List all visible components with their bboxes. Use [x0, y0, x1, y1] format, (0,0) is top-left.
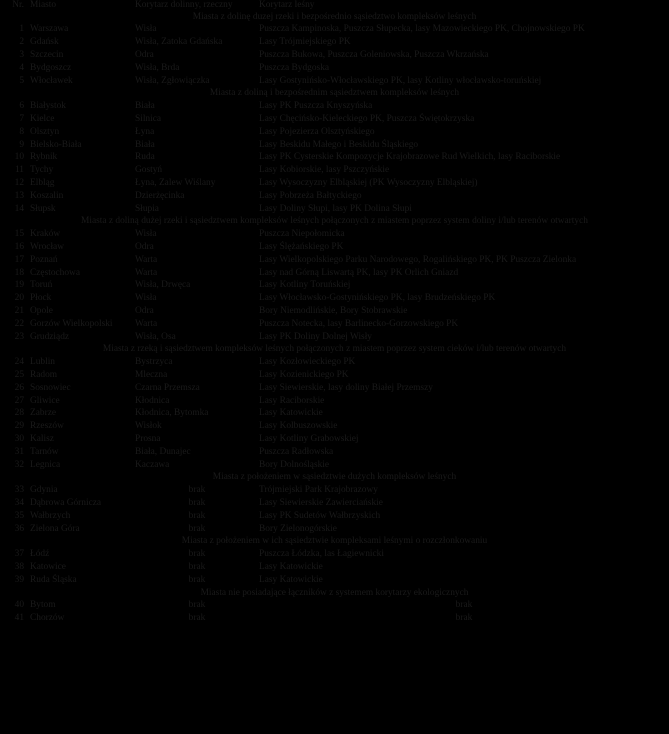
row-number: 29	[14, 421, 24, 432]
row-number: 22	[14, 318, 24, 329]
river-corridor: Bystrzyca	[135, 357, 173, 368]
table-row	[0, 484, 669, 497]
row-number: 16	[14, 242, 24, 253]
forest-corridor: Lasy Kozienickiego PK	[259, 370, 349, 380]
forest-corridor: Lasy Kolbuszowskie	[259, 421, 338, 432]
section-title: Miasta z doliną dużej rzeki i sąsiedztwem kompleksów leśnych połączonych z miastem poprzez system doliny i/lub terenów otwartych	[81, 216, 588, 227]
table-row	[0, 113, 669, 126]
row-number: 4	[19, 62, 24, 73]
river-corridor: Warta	[135, 318, 158, 329]
table-row	[0, 241, 669, 254]
river-corridor: Wisła, Drwęca	[135, 280, 191, 291]
city-name: Kraków	[30, 229, 61, 240]
table-row	[0, 177, 669, 190]
forest-corridor: Bory Zielonogórskie	[259, 523, 337, 534]
city-name: Szczecin	[30, 50, 64, 61]
row-number: 6	[19, 101, 24, 112]
row-number: 38	[14, 561, 24, 572]
table-row	[0, 574, 669, 587]
city-name: Olsztyn	[30, 126, 60, 137]
row-number: 23	[14, 331, 24, 342]
table-body	[0, 11, 669, 625]
table-row	[0, 267, 669, 280]
forest-corridor: Bory Dolnośląskie	[259, 459, 330, 470]
forest-corridor: Puszcza Łódzka, las Łagiewnicki	[259, 549, 384, 560]
city-name: Poznań	[30, 254, 58, 265]
row-number: 1	[19, 24, 24, 35]
city-name: Częstochowa	[30, 267, 80, 278]
forest-corridor: Lasy Włocławsko-Gostynińskiego PK, lasy Brudzeńskiego PK	[259, 293, 496, 304]
forest-corridor: Puszcza Bydgoska	[259, 62, 330, 73]
section-header-row	[0, 216, 669, 229]
river-corridor: Gostyń	[135, 165, 163, 176]
forest-corridor: Lasy Gostynińsko-Włocławskiego PK, lasy Kotliny włocławsko-toruńskiej	[259, 75, 542, 86]
forest-corridor: brak	[455, 600, 473, 611]
table-row	[0, 62, 669, 75]
river-corridor: Mleczna	[135, 370, 168, 380]
river-corridor: Odra	[135, 50, 154, 61]
forest-corridor: Lasy Wielkopolskiego Parku Narodowego, Rogalińskiego PK, PK Puszcza Zielonka	[259, 254, 577, 265]
forest-corridor: Lasy Wysoczyzny Elbląskiej (PK Wysoczyzny Elbląskiej)	[259, 178, 478, 189]
section-header-row	[0, 587, 669, 600]
city-name: Ruda Śląska	[30, 574, 77, 585]
table-row	[0, 331, 669, 344]
table-row	[0, 600, 669, 613]
city-name: Zielona Góra	[30, 523, 80, 534]
city-name: Chorzów	[30, 613, 65, 624]
city-name: Tarnów	[30, 446, 59, 457]
forest-corridor: Lasy Raciborskie	[259, 395, 325, 406]
table-row	[0, 75, 669, 88]
city-name: Sosnowiec	[30, 382, 71, 393]
row-number: 21	[14, 306, 24, 317]
table-row	[0, 446, 669, 459]
table-row	[0, 318, 669, 331]
table-row	[0, 459, 669, 472]
row-number: 39	[14, 574, 24, 585]
river-corridor: Kłodnica, Bytomka	[135, 408, 209, 419]
table-row	[0, 293, 669, 306]
river-corridor: Wisła	[135, 24, 157, 35]
row-number: 8	[19, 126, 24, 137]
forest-corridor: Lasy Doliny Słupi, lasy PK Dolina Słupi	[259, 203, 412, 214]
row-number: 17	[14, 254, 24, 265]
row-number: 31	[14, 446, 24, 457]
table-row	[0, 561, 669, 574]
table-row	[0, 433, 669, 446]
city-name: Rybnik	[30, 152, 58, 163]
river-corridor: Wisła, Osa	[135, 331, 176, 342]
header-river-corridor: Korytarz dolinny, rzeczny	[135, 0, 233, 10]
city-name: Łódź	[30, 549, 50, 560]
header-nr: Nr.	[12, 0, 24, 10]
forest-corridor: Puszcza Notecka, lasy Barlinecko-Gorzowskiego PK	[259, 318, 459, 329]
city-name: Kalisz	[30, 433, 54, 444]
row-number: 5	[19, 75, 24, 86]
row-number: 2	[19, 37, 24, 48]
city-name: Opole	[30, 306, 53, 317]
row-number: 18	[14, 267, 24, 278]
river-corridor: brak	[188, 485, 206, 496]
section-header-row	[0, 536, 669, 549]
city-name: Radom	[30, 370, 58, 380]
table-row	[0, 49, 669, 62]
river-corridor: Ruda	[135, 152, 155, 163]
forest-corridor: Lasy Kozłowieckiego PK	[259, 357, 356, 368]
row-number: 25	[14, 370, 24, 380]
forest-corridor: Lasy Katowickie	[259, 561, 323, 572]
forest-corridor: Lasy Siewierskie Zawierciańskie	[259, 497, 383, 508]
forest-corridor: Lasy Pobrzeża Bałtyckiego	[259, 190, 362, 201]
row-number: 27	[14, 395, 24, 406]
section-header-row	[0, 88, 669, 101]
river-corridor: brak	[188, 497, 206, 508]
forest-corridor: Lasy Kobiorskie, lasy Pszczyńskie	[259, 165, 390, 176]
river-corridor: Warta	[135, 254, 158, 265]
city-name: Legnica	[30, 459, 61, 470]
forest-corridor: Lasy nad Górną Liswartą PK, lasy PK Orlich Gniazd	[259, 267, 459, 278]
table-row	[0, 369, 669, 382]
river-corridor: Wisła, Zgłowiączka	[135, 75, 210, 86]
city-name: Bydgoszcz	[30, 62, 72, 73]
city-name: Warszawa	[30, 24, 69, 35]
row-number: 3	[19, 50, 24, 61]
row-number: 37	[14, 549, 24, 560]
table-row	[0, 305, 669, 318]
forest-corridor: Lasy Trójmiejskiego PK	[259, 37, 351, 48]
table-row	[0, 421, 669, 434]
forest-corridor: Lasy Kotliny Toruńskiej	[259, 280, 351, 291]
city-name: Wałbrzych	[30, 510, 71, 521]
city-name: Płock	[30, 293, 52, 304]
city-name: Tychy	[30, 165, 54, 176]
river-corridor: brak	[188, 561, 206, 572]
river-corridor: Wisła	[135, 229, 157, 240]
forest-corridor: Puszcza Niepołomicka	[259, 229, 345, 240]
river-corridor: Wisła, Brda	[135, 62, 180, 73]
section-header-row	[0, 344, 669, 357]
table-row	[0, 190, 669, 203]
row-number: 26	[14, 382, 24, 393]
river-corridor: Łyna	[135, 126, 155, 137]
forest-corridor: Lasy PK Puszcza Knyszyńska	[259, 101, 373, 112]
city-name: Dąbrowa Górnicza	[30, 497, 102, 508]
river-corridor: Kłodnica	[135, 395, 170, 406]
forest-corridor: Lasy PK Cysterskie Kompozycje Krajobrazowe Rud Wielkich, lasy Raciborskie	[259, 152, 561, 163]
table-row	[0, 126, 669, 139]
river-corridor: Biała, Dunajec	[135, 446, 191, 457]
table-row	[0, 497, 669, 510]
forest-corridor: Lasy Siewierskie, lasy doliny Białej Przemszy	[259, 382, 433, 393]
river-corridor: Łyna, Zalew Wiślany	[135, 178, 216, 189]
forest-corridor: Lasy Katowickie	[259, 408, 323, 419]
row-number: 11	[14, 165, 24, 176]
forest-corridor: Puszcza Kampinoska, Puszcza Słupecka, lasy Mazowieckiego PK, Chojnowskiego PK	[259, 24, 585, 35]
row-number: 34	[14, 497, 24, 508]
section-title: Miasta z rzeką i sąsiedztwem kompleksów leśnych połączonych z miastem poprzez system cieków i/lub terenów otwartych	[102, 344, 567, 355]
table-row	[0, 37, 669, 50]
forest-corridor: Puszcza Radłowska	[259, 446, 334, 457]
table-row	[0, 101, 669, 114]
city-name: Gliwice	[30, 395, 60, 406]
city-name: Koszalin	[30, 190, 64, 201]
river-corridor: brak	[188, 549, 206, 560]
table-row	[0, 152, 669, 165]
header-city: Miasto	[30, 0, 57, 10]
river-corridor: Wisła, Zatoka Gdańska	[135, 37, 223, 48]
river-corridor: brak	[188, 523, 206, 534]
section-title: Miasta z dolinę duzej rzeki i bezpośrednio sąsiedztwo kompleksów leśnych	[192, 11, 477, 22]
table-row	[0, 510, 669, 523]
river-corridor: Silnica	[135, 114, 162, 125]
table-row	[0, 24, 669, 37]
city-name: Kielce	[30, 114, 55, 125]
forest-corridor: Bory Niemodlińskie, Bory Stobrawskie	[259, 306, 408, 317]
river-corridor: Wisłok	[135, 421, 162, 432]
table-row	[0, 280, 669, 293]
row-number: 20	[14, 293, 24, 304]
row-number: 24	[14, 357, 24, 368]
table-row	[0, 382, 669, 395]
city-name: Białystok	[30, 101, 66, 112]
city-name: Elbląg	[30, 178, 55, 189]
forest-corridor: Trójmiejski Park Krajobrazowy	[259, 485, 378, 496]
river-corridor: Prosna	[135, 433, 161, 444]
forest-corridor: Lasy Chęcińsko-Kieleckiego PK, Puszcza Świętokrzyska	[259, 114, 475, 125]
forest-corridor: Lasy Pojezierza Olsztyńskiego	[259, 126, 375, 137]
river-corridor: brak	[188, 574, 206, 585]
section-title: Miasta z doliną i bezpośrednim sąsiedztwem kompleksów leśnych	[209, 88, 460, 99]
city-name: Gdańsk	[30, 37, 59, 48]
city-name: Katowice	[30, 561, 66, 572]
city-name: Słupsk	[30, 203, 56, 214]
river-corridor: Dzierżęcinka	[135, 190, 185, 201]
forest-corridor: Lasy PK Sudetów Wałbrzyskich	[259, 510, 381, 521]
table-row	[0, 254, 669, 267]
forest-corridor: brak	[455, 613, 473, 624]
river-corridor: Czarna Przemsza	[135, 382, 200, 393]
header-forest-corridor: Korytarz leśny	[259, 0, 315, 10]
row-number: 36	[14, 523, 24, 534]
city-name: Wrocław	[30, 242, 64, 253]
river-corridor: Biała	[135, 101, 155, 112]
city-name: Włocławek	[30, 75, 73, 86]
row-number: 40	[14, 600, 24, 611]
river-corridor: Biała	[135, 139, 155, 150]
row-number: 28	[14, 408, 24, 419]
row-number: 13	[14, 190, 24, 201]
row-number: 32	[14, 459, 24, 470]
city-name: Gdynia	[30, 485, 58, 496]
forest-corridor: Lasy Kotliny Grabowskiej	[259, 433, 359, 444]
row-number: 35	[14, 510, 24, 521]
forest-corridor: Lasy Katowickie	[259, 574, 323, 585]
table-row	[0, 548, 669, 561]
river-corridor: brak	[188, 613, 206, 624]
city-name: Bielsko-Biała	[30, 139, 82, 150]
row-number: 41	[14, 613, 24, 624]
river-corridor: Słupia	[135, 203, 159, 214]
section-title: Miasta z położeniem w sąsiedztwie dużych kompleksów leśnych	[212, 472, 457, 483]
forest-corridor: Puszcza Bukowa, Puszcza Goleniowska, Puszcza Wkrzańska	[259, 50, 489, 61]
row-number: 14	[14, 203, 24, 214]
section-header-row	[0, 472, 669, 485]
city-name: Lublin	[30, 357, 55, 368]
table-row	[0, 203, 669, 216]
row-number: 30	[14, 433, 24, 444]
forest-corridor: Lasy Ślężańskiego PK	[259, 242, 344, 253]
forest-corridor: Lasy PK Doliny Dolnej Wisły	[259, 331, 372, 342]
river-corridor: Kaczawa	[135, 459, 170, 470]
table-row	[0, 408, 669, 421]
river-corridor: brak	[188, 510, 206, 521]
table-row	[0, 139, 669, 152]
table-row	[0, 395, 669, 408]
table-row	[0, 612, 669, 625]
section-header-row	[0, 11, 669, 24]
row-number: 33	[14, 485, 24, 496]
section-title: Miasta nie posiadające łączników z systemem korytarzy ekologicznych	[200, 587, 469, 598]
city-name: Toruń	[30, 280, 53, 291]
forest-corridor: Lasy Beskidu Małego i Beskidu Śląskiego	[259, 139, 419, 150]
row-number: 10	[14, 152, 24, 163]
city-name: Rzeszów	[30, 421, 64, 432]
section-title: Miasta z położeniem w ich sąsiedztwie kompleksami leśnymi o rozczłonkowaniu	[181, 536, 488, 547]
city-name: Bytom	[30, 600, 56, 611]
city-name: Grudziądz	[30, 331, 70, 342]
row-number: 12	[14, 178, 24, 189]
table-row	[0, 357, 669, 370]
table-row	[0, 165, 669, 178]
row-number: 19	[14, 280, 24, 291]
river-corridor: Warta	[135, 267, 158, 278]
row-number: 9	[19, 139, 24, 150]
city-name: Zabrze	[30, 408, 57, 419]
river-corridor: Wisła	[135, 293, 157, 304]
table-row	[0, 229, 669, 242]
city-name: Gorzów Wielkopolski	[30, 318, 113, 329]
river-corridor: brak	[188, 600, 206, 611]
river-corridor: Odra	[135, 306, 154, 317]
row-number: 7	[19, 114, 24, 125]
river-corridor: Odra	[135, 242, 154, 253]
row-number: 15	[14, 229, 24, 240]
table-header-row	[0, 0, 669, 11]
table-row	[0, 523, 669, 536]
